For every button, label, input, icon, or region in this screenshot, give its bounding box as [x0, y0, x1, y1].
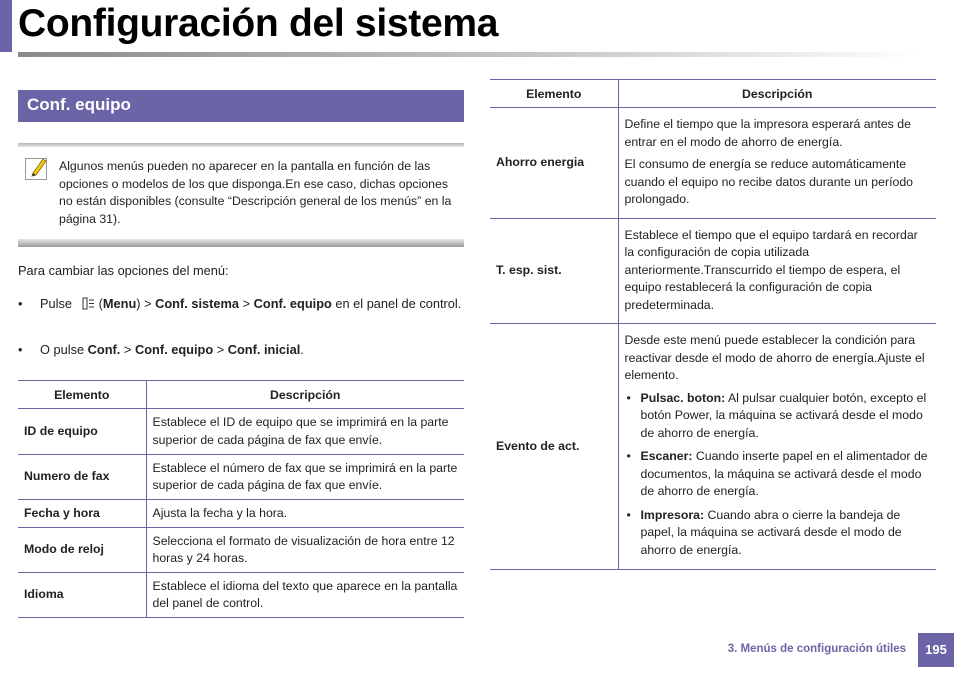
list-item-text: Cuando abra o cierre la bandeja de papel, la máquina se activará desde el modo de ahorro de energía.	[640, 507, 902, 557]
row-item: T. esp. sist.	[490, 218, 618, 324]
row-item: Modo de reloj	[18, 528, 146, 573]
path-separator: >	[120, 342, 135, 357]
note-box	[18, 143, 464, 247]
table-row	[18, 409, 464, 455]
table-row	[490, 108, 936, 219]
page-number: 195	[918, 633, 954, 667]
bullet-text-post: .	[300, 342, 304, 357]
table-row	[18, 455, 464, 500]
list-item-label: Escaner:	[640, 449, 693, 463]
note-bottom-rule	[18, 239, 464, 247]
list-item-label: Pulsac. boton:	[640, 390, 726, 405]
row-item: Idioma	[18, 573, 146, 618]
row-item: Numero de fax	[18, 455, 146, 500]
path-conf: Conf.	[87, 342, 121, 357]
header-elemento: Elemento	[490, 80, 618, 108]
row-desc: Establece el número de fax que se imprimirá en la parte superior de cada página de fax que envíe.	[146, 455, 464, 500]
note-top-rule	[18, 143, 464, 147]
desc-paragraph: Define el tiempo que la impresora esperará antes de entrar en el modo de ahorro de energía.	[624, 117, 911, 149]
row-desc	[618, 108, 936, 219]
bullet-dot: •	[18, 342, 23, 357]
menu-icon	[82, 296, 95, 309]
wake-event-list	[625, 390, 931, 560]
note-pencil-icon	[25, 158, 47, 180]
table-row	[490, 324, 936, 570]
path-separator: >	[239, 296, 254, 311]
footer-chapter-label: 3. Menús de configuración útiles	[727, 643, 906, 655]
path-conf-sistema: Conf. sistema	[155, 296, 240, 311]
menu-label: Menu	[102, 296, 137, 311]
desc-paragraph: El consumo de energía se reduce automáticamente cuando el equipo no recibe datos durante un período prolongado.	[624, 157, 914, 206]
settings-table-left	[18, 380, 464, 618]
list-item	[625, 448, 931, 501]
row-desc: Establece el idioma del texto que aparece en la pantalla del panel de control.	[146, 573, 464, 618]
table-row	[18, 528, 464, 573]
path-conf-inicial: Conf. inicial	[227, 342, 301, 357]
path-conf-equipo: Conf. equipo	[253, 296, 332, 311]
row-item: Fecha y hora	[18, 500, 146, 528]
header-descripcion: Descripción	[146, 381, 464, 409]
path-conf-equipo: Conf. equipo	[134, 342, 214, 357]
bullet-text-post: en el panel de control.	[331, 296, 462, 311]
bullet-text-pre: Pulse	[40, 296, 73, 311]
side-accent-bar	[0, 0, 12, 52]
table-header-row	[490, 80, 936, 108]
paren-open: (	[98, 296, 103, 311]
row-desc: Selecciona el formato de visualización de hora entre 12 horas y 24 horas.	[146, 528, 464, 573]
table-row	[18, 573, 464, 618]
list-item	[625, 390, 931, 443]
row-desc: Ajusta la fecha y la hora.	[146, 500, 464, 528]
list-item-text: Al pulsar cualquier botón, excepto el botón Power, la máquina se activará desde el modo de ahorro de energía.	[640, 390, 927, 440]
intro-text: Para cambiar las opciones del menú:	[18, 263, 229, 278]
table-row	[490, 218, 936, 324]
list-item-text: Cuando inserte papel en el alimentador de documentos, la máquina se activará desde el modo de ahorro de energía.	[640, 449, 928, 498]
section-heading: Conf. equipo	[18, 90, 464, 122]
row-desc	[618, 324, 936, 570]
table-header-row	[18, 381, 464, 409]
page-title: Configuración del sistema	[18, 2, 499, 45]
row-desc: Establece el ID de equipo que se imprimirá en la parte superior de cada página de fax que envíe.	[146, 409, 464, 455]
row-item: Ahorro energia	[490, 108, 618, 219]
desc-paragraph: Desde este menú puede establecer la condición para reactivar desde el modo de ahorro de energía.Ajuste el elemento.	[624, 333, 925, 382]
row-desc	[618, 218, 936, 324]
settings-table-right	[490, 79, 936, 570]
bullet-dot: •	[18, 296, 23, 311]
desc-paragraph: Establece el tiempo que el equipo tardará en recordar la configuración de copia utilizada anteriormente.Transcurrido el tiempo de espera, el equipo restablecerá la configuración de copia predeterminada.	[624, 227, 918, 312]
header-elemento: Elemento	[18, 381, 146, 409]
header-descripcion: Descripción	[618, 80, 936, 108]
path-separator: >	[213, 342, 228, 357]
note-text: Algunos menús pueden no aparecer en la pantalla en función de las opciones o modelos de los que disponga.En ese caso, dichas opciones no están disponibles (consulte “Descripción general de los menús” en la página 31).	[59, 159, 452, 226]
list-item	[625, 507, 931, 560]
table-row	[18, 500, 464, 528]
row-item: ID de equipo	[18, 409, 146, 455]
bullet-text-pre: O pulse	[40, 342, 88, 357]
bullet-text	[40, 340, 464, 359]
path-separator: ) >	[136, 296, 156, 311]
bullet-text	[40, 294, 464, 313]
row-item: Evento de act.	[490, 324, 618, 570]
list-item-label: Impresora:	[640, 507, 705, 522]
title-divider	[18, 52, 918, 57]
